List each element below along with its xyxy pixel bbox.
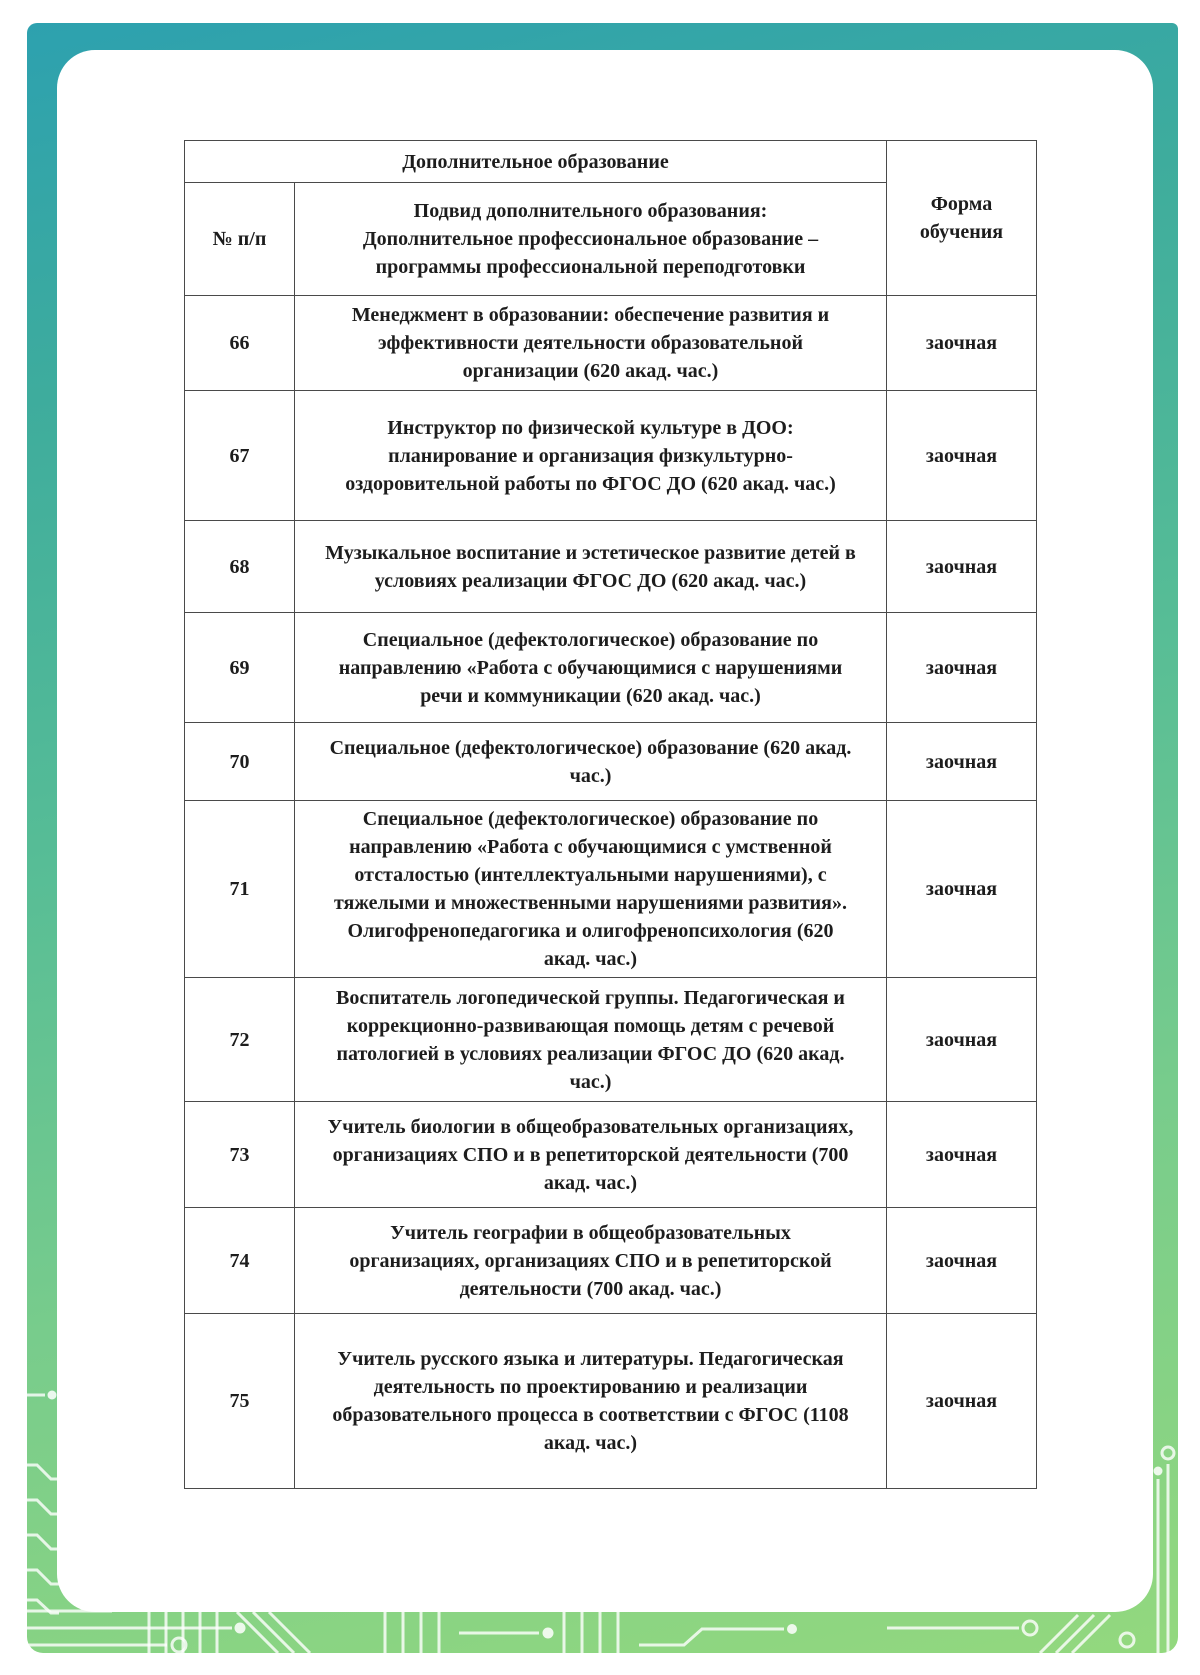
program-column-header-cell bbox=[295, 183, 887, 296]
row-number-cell: 72 bbox=[185, 978, 295, 1102]
row-number-cell: 74 bbox=[185, 1208, 295, 1314]
table-row bbox=[185, 801, 1037, 978]
row-number-cell: 71 bbox=[185, 801, 295, 978]
table-row bbox=[185, 296, 1037, 391]
program-name-cell: Воспитатель логопедической группы. Педагогическая и коррекционно-развивающая помощь детям с речевой патологией в условиях реализации ФГОС ДО (620 акад. час.) bbox=[295, 978, 887, 1102]
table-header-group-row bbox=[185, 141, 1037, 183]
study-form-cell: заочная bbox=[887, 391, 1037, 521]
table-row bbox=[185, 1102, 1037, 1208]
study-form-cell: заочная bbox=[887, 521, 1037, 613]
program-name-cell: Инструктор по физической культуре в ДОО: планирование и организация физкультурно-оздоровительной работы по ФГОС ДО (620 акад. час.) bbox=[295, 391, 887, 521]
study-form-cell: заочная bbox=[887, 978, 1037, 1102]
row-number-cell: 73 bbox=[185, 1102, 295, 1208]
program-name-cell: Учитель географии в общеобразовательных организациях, организациях СПО и в репетиторской деятельности (700 акад. час.) bbox=[295, 1208, 887, 1314]
table-row bbox=[185, 613, 1037, 723]
study-form-cell: заочная bbox=[887, 1208, 1037, 1314]
program-name-cell: Учитель русского языка и литературы. Педагогическая деятельность по проектированию и реализации образовательного процесса в соответствии с ФГОС (1108 акад. час.) bbox=[295, 1314, 887, 1489]
table-row bbox=[185, 1208, 1037, 1314]
num-column-header-cell: № п/п bbox=[185, 183, 295, 296]
table-row bbox=[185, 978, 1037, 1102]
table-row bbox=[185, 723, 1037, 801]
form-column-header-cell: Форма обучения bbox=[887, 141, 1037, 296]
table-row bbox=[185, 521, 1037, 613]
row-number-cell: 70 bbox=[185, 723, 295, 801]
group-title-cell: Дополнительное образование bbox=[185, 141, 887, 183]
study-form-cell: заочная bbox=[887, 801, 1037, 978]
program-name-cell: Учитель биологии в общеобразовательных организациях, организациях СПО и в репетиторской деятельности (700 акад. час.) bbox=[295, 1102, 887, 1208]
programs-table bbox=[184, 140, 1037, 1489]
study-form-cell: заочная bbox=[887, 1314, 1037, 1489]
table-row bbox=[185, 391, 1037, 521]
program-header-line: программы профессиональной переподготовки bbox=[375, 256, 806, 278]
program-name-cell: Специальное (дефектологическое) образование по направлению «Работа с обучающимися с нарушениями речи и коммуникации (620 акад. час.) bbox=[295, 613, 887, 723]
study-form-cell: заочная bbox=[887, 613, 1037, 723]
program-header-line: Подвид дополнительного образования: bbox=[413, 200, 768, 222]
program-name-cell: Специальное (дефектологическое) образование по направлению «Работа с обучающимися с умственной отсталостью (интеллектуальными нарушениями), с тяжелыми и множественными нарушениями развития». Олигофренопедагогика и олигофренопсихология (620 акад. час.) bbox=[295, 801, 887, 978]
study-form-cell: заочная bbox=[887, 723, 1037, 801]
row-number-cell: 75 bbox=[185, 1314, 295, 1489]
program-header-line: Дополнительное профессиональное образование – bbox=[362, 228, 819, 250]
program-name-cell: Специальное (дефектологическое) образование (620 акад. час.) bbox=[295, 723, 887, 801]
study-form-cell: заочная bbox=[887, 296, 1037, 391]
study-form-cell: заочная bbox=[887, 1102, 1037, 1208]
row-number-cell: 68 bbox=[185, 521, 295, 613]
table-row bbox=[185, 1314, 1037, 1489]
program-name-cell: Менеджмент в образовании: обеспечение развития и эффективности деятельности образовательной организации (620 акад. час.) bbox=[295, 296, 887, 391]
row-number-cell: 69 bbox=[185, 613, 295, 723]
row-number-cell: 66 bbox=[185, 296, 295, 391]
program-name-cell: Музыкальное воспитание и эстетическое развитие детей в условиях реализации ФГОС ДО (620 акад. час.) bbox=[295, 521, 887, 613]
row-number-cell: 67 bbox=[185, 391, 295, 521]
